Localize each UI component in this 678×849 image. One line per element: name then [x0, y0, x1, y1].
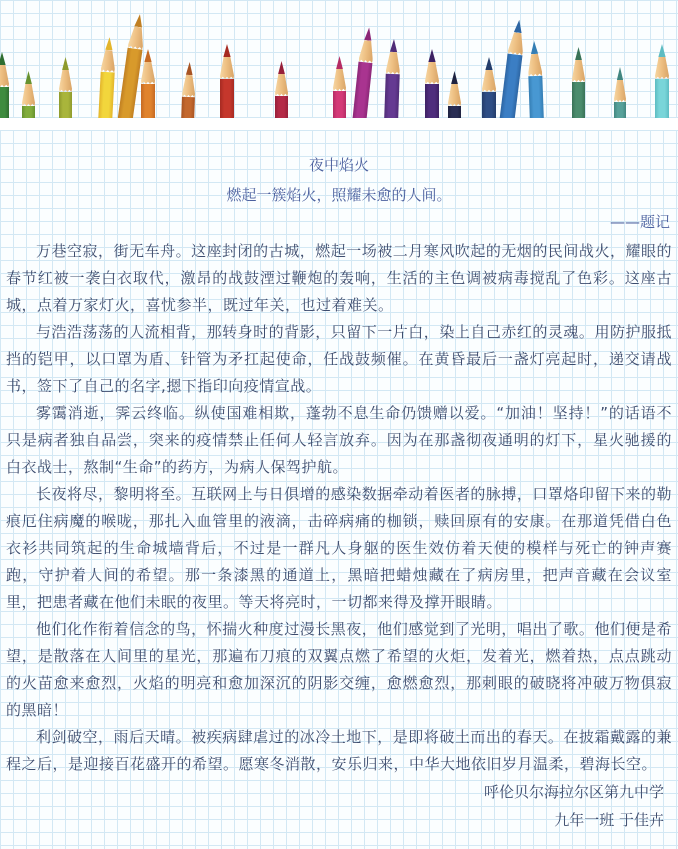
pencil-tip	[59, 57, 72, 70]
pencil-shaft	[528, 76, 544, 118]
pencil-tip	[448, 71, 461, 84]
pencil-tip	[482, 57, 496, 70]
pencil-cyan-icon	[655, 44, 669, 118]
pencil-tip	[102, 37, 117, 51]
pencil-wood	[275, 74, 288, 96]
pencil-wood	[359, 40, 375, 63]
essay-subtitle: 燃起一簇焰火，照耀未愈的人间。	[226, 186, 452, 204]
pencil-wood	[448, 84, 461, 106]
pencil-tip	[0, 52, 9, 65]
pencil-tip	[22, 71, 35, 84]
pencil-tip	[387, 39, 401, 52]
essay-epigraph: ——题记	[609, 213, 670, 231]
pencil-wood	[128, 26, 146, 50]
pencil-teal-green-icon	[572, 47, 585, 118]
pencil-dark-purple-icon	[425, 49, 439, 118]
pencil-shaft	[59, 92, 72, 118]
pencil-shaft	[220, 79, 234, 118]
pencil-tip	[572, 47, 585, 60]
pencil-wood	[220, 57, 234, 79]
pencil-tip	[655, 44, 669, 57]
pencil-crimson-icon	[275, 61, 288, 118]
pencil-wood	[508, 32, 526, 56]
pencil-tip	[527, 41, 541, 54]
pencil-tip	[131, 13, 148, 28]
pencil-wood	[528, 54, 543, 76]
pencil-wood	[482, 70, 496, 92]
essay-paragraph: 与浩浩荡荡的人流相背，那转身时的背影，只留下一片白，染上自己赤红的灵魂。用防护服抵挡的铠甲，以口罩为盾、针管为矛扛起使命，任战鼓频催。在黄昏最后一盏灯亮起时，递交请战书，签下了自己的名字,摁下指印向疫情宣战。	[6, 323, 672, 395]
pencil-shaft	[333, 91, 346, 118]
pencil-wood	[655, 57, 669, 79]
pencil-dark-green-icon	[0, 52, 9, 118]
pencil-dark-navy-icon	[448, 71, 461, 118]
pencil-tip	[141, 49, 155, 62]
pencil-shaft	[275, 96, 288, 118]
pencil-shaft	[655, 79, 669, 118]
pencil-yellow-icon	[98, 37, 117, 118]
pencil-shaft	[22, 106, 35, 118]
pencil-shaft	[448, 106, 461, 118]
pencil-wood	[22, 84, 35, 106]
pencil-wood	[386, 52, 401, 74]
pencil-orange-icon	[141, 49, 155, 118]
banner-divider	[0, 118, 678, 130]
pencil-light-blue-icon	[527, 41, 544, 118]
pencil-shaft	[0, 87, 9, 118]
colored-pencils-banner	[0, 0, 678, 118]
essay-paragraph: 雾霭消逝，霁云终临。纵使国难相欺，蓬勃不息生命仍馈赠以爱。“加油！坚持！”的话语不只是病者独自品尝，突来的疫情禁止任何人轻言放弃。因为在那盏彻夜通明的灯下，星火驰援的白衣战士，熬制“生命”的药方，为病人保驾护航。	[6, 404, 672, 476]
pencil-tip	[361, 27, 376, 41]
essay-title: 夜中焰火	[308, 156, 369, 174]
essay-signature	[6, 778, 672, 834]
pencil-shaft	[425, 84, 439, 118]
pencil-tip	[275, 61, 288, 74]
pencil-shaft	[572, 82, 585, 118]
pencil-green-icon	[22, 71, 35, 118]
pencil-red-icon	[220, 44, 234, 118]
pencil-tip	[510, 19, 526, 34]
pencil-olive-icon	[59, 57, 72, 118]
pencil-shaft	[614, 102, 626, 118]
pencil-shaft	[352, 62, 372, 118]
essay-paragraph: 万巷空寂，街无车舟。这座封闭的古城，燃起一场被二月寒风吹起的无烟的民间战火，耀眼的春节红被一袭白衣取代，激昂的战鼓湮过鞭炮的轰响，生活的主色调被病毒搅乱了色彩。这座古城，点着万家灯火，喜忧参半，既过年关，也过着难关。	[6, 242, 672, 314]
pencil-tip	[614, 67, 626, 80]
pencil-tip	[220, 44, 234, 57]
signature-line: 呼伦贝尔海拉尔区第九中学	[483, 783, 664, 801]
pencil-magenta-icon	[352, 27, 376, 118]
pencil-red-orange-icon	[181, 62, 196, 118]
pencil-shaft	[141, 84, 155, 118]
pencil-wood	[333, 69, 346, 91]
pencil-wood	[0, 65, 9, 87]
pencil-purple-icon	[384, 39, 401, 118]
pencil-tip	[425, 49, 439, 62]
pencil-wood	[425, 62, 439, 84]
essay-body	[6, 238, 672, 778]
essay-content	[0, 130, 678, 834]
signature-line: 九年一班 于佳卉	[554, 811, 664, 829]
pencil-wood	[614, 80, 626, 102]
pencil-wood	[182, 75, 196, 97]
pencil-shaft	[181, 97, 195, 118]
pencil-pink-icon	[333, 56, 346, 118]
pencil-wood	[141, 62, 155, 84]
essay-paragraph: 利剑破空，雨后天晴。被疾病肆虐过的冰冷土地下，是即将破土而出的春天。在披霜戴露的兼程之后，是迎接百花盛开的希望。愿寒冬消散，安乐归来，中华大地依旧岁月温柔，碧海长空。	[6, 728, 672, 773]
pencil-shaft	[384, 74, 400, 118]
essay-paragraph: 长夜将尽，黎明将至。互联网上与日俱增的感染数据牵动着医者的脉搏，口罩烙印留下来的勒痕厄住病魔的喉咙，那扎入血管里的液滴，击碎病痛的枷锁，赎回原有的安康。在那道凭借白色衣衫共同筑起的生命城墙背后，不过是一群凡人身躯的医生效仿着天使的模样与死亡的钟声赛跑，守护着人间的希望。那一条漆黑的通道上，黑暗把蜡烛藏在了病房里，把声音藏在会议室里，把患者藏在他们未眠的夜里。等天将亮时，一切都来得及撑开眼睛。	[6, 485, 672, 611]
pencil-navy-icon	[482, 57, 496, 118]
pencil-shaft	[117, 48, 142, 118]
essay-paragraph: 他们化作衔着信念的鸟，怀揣火种度过漫长黑夜，他们感觉到了光明，唱出了歌。他们便是希望，是散落在人间里的星光，那遍布刀痕的双翼点燃了希望的火炬，发着光，燃着热，点点跳动的火苗愈来愈烈，火焰的明亮和愈加深沉的阴影交缠，愈燃愈烈，那刺眼的破晓将冲破万物俱寂的黑暗！	[6, 620, 672, 719]
pencil-shaft	[482, 92, 496, 118]
pencil-wood	[59, 70, 72, 92]
pencil-wood	[101, 50, 116, 73]
pencil-shaft	[98, 72, 115, 118]
pencil-wood	[572, 60, 585, 82]
pencil-tip	[333, 56, 346, 69]
pencil-shaft	[499, 54, 522, 118]
pencil-teal-icon	[614, 67, 626, 118]
pencil-bright-blue-icon	[499, 19, 527, 118]
pencil-tip	[183, 62, 196, 75]
